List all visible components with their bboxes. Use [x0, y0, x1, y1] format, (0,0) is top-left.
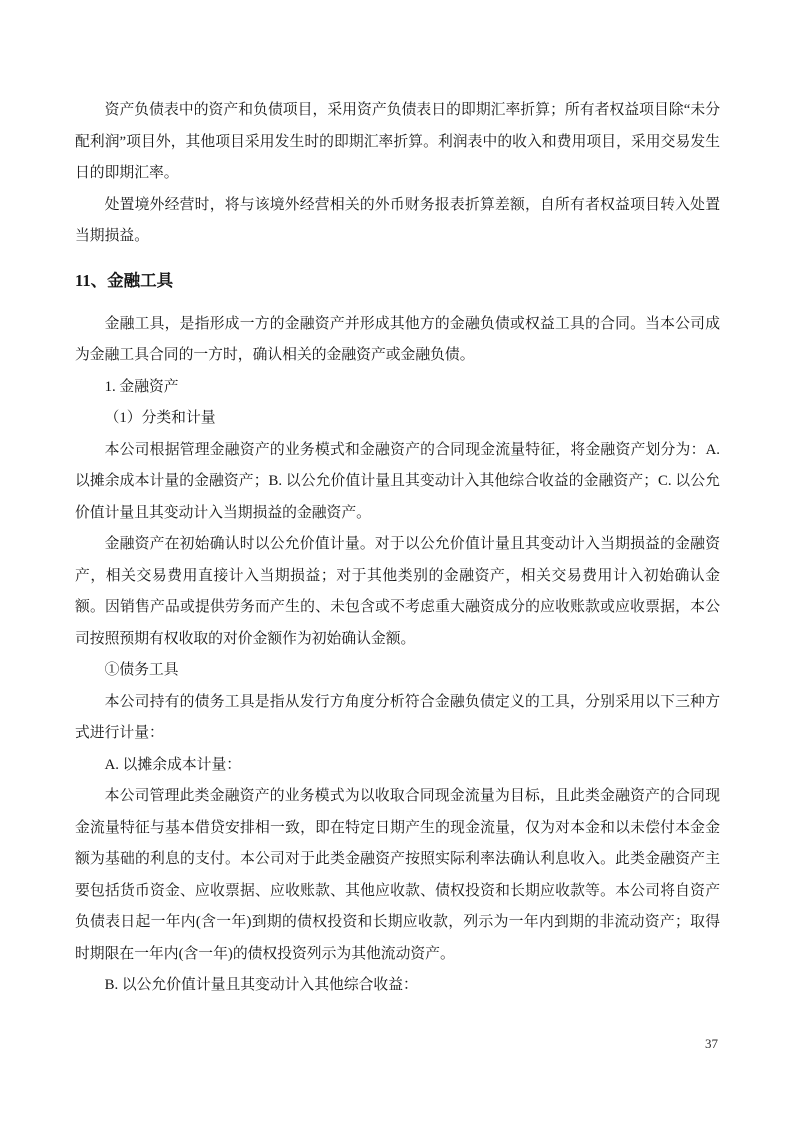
paragraph-asset-classification: 本公司根据管理金融资产的业务模式和金融资产的合同现金流量特征，将金融资产划分为：A. 以摊余成本计量的金融资产；B. 以公允价值计量且其变动计入其他综合收益的金融资产；C. 以公允价值计量且其变动计入当期损益的金融资产。 — [75, 441, 720, 521]
subheading-classification-measurement: （1）分类和计量 — [104, 410, 216, 426]
paragraph-financial-instruments-definition: 金融工具，是指形成一方的金融资产并形成其他方的金融负债或权益工具的合同。当本公司成为金融工具合同的一方时，确认相关的金融资产或金融负债。 — [75, 315, 720, 363]
subheading-debt-instruments: ①债务工具 — [104, 662, 179, 678]
subheading-fvoci: B. 以公允价值计量且其变动计入其他综合收益： — [104, 977, 418, 993]
paragraph-debt-instruments-intro: 本公司持有的债务工具是指从发行方角度分析符合金融负债定义的工具，分别采用以下三种方式进行计量： — [75, 693, 720, 741]
subheading-financial-assets: 1. 金融资产 — [104, 378, 179, 395]
paragraph-initial-recognition: 金融资产在初始确认时以公允价值计量。对于以公允价值计量且其变动计入当期损益的金融资产，相关交易费用直接计入当期损益；对于其他类别的金融资产，相关交易费用计入初始确认金额。因销售产品或提供劳务而产生的、未包含或不考虑重大融资成分的应收账款或应收票据，本公司按照预期有权收取的对价金额作为初始确认金额。 — [75, 536, 720, 647]
paragraph-fx-balance-sheet-translation: 资产负债表中的资产和负债项目，采用资产负债表日的即期汇率折算；所有者权益项目除“未分配利润”项目外，其他项目采用发生时的即期汇率折算。利润表中的收入和费用项目，采用交易发生日的即期汇率。 — [75, 102, 720, 181]
paragraph-disposal-foreign-operations: 处置境外经营时，将与该境外经营相关的外币财务报表折算差额，自所有者权益项目转入处置当期损益。 — [75, 196, 720, 244]
page-number: 37 — [705, 1036, 718, 1051]
subheading-amortized-cost: A. 以摊余成本计量： — [104, 756, 242, 773]
paragraph-amortized-cost-detail: 本公司管理此类金融资产的业务模式为以收取合同现金流量为目标，且此类金融资产的合同现金流量特征与基本借贷安排相一致，即在特定日期产生的现金流量，仅为对本金和以未偿付本金金额为基础的利息的支付。本公司对于此类金融资产按照实际利率法确认利息收入。此类金融资产主要包括货币资金、应收票据、应收账款、其他应收款、债权投资和长期应收款等。本公司将自资产负债表日起一年内(含一年)到期的债权投资和长期应收款，列示为一年内到期的非流动资产；取得时期限在一年内(含一年)的债权投资列示为其他流动资产。 — [75, 788, 720, 962]
page-content — [75, 95, 720, 1002]
section-heading-financial-instruments: 11、金融工具 — [75, 270, 174, 290]
